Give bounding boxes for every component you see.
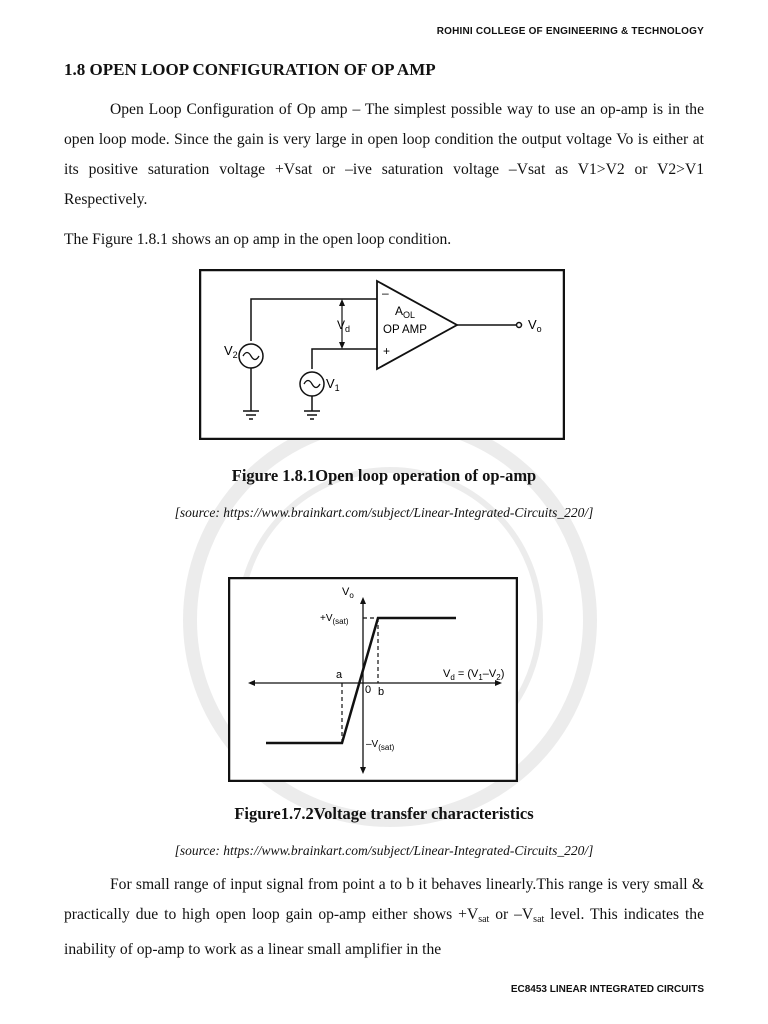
figure-reference-paragraph: The Figure 1.8.1 shows an op amp in the open loop condition. — [64, 231, 452, 248]
linear-range-paragraph: For small range of input signal from point a to b it behaves linearly.This range is very small & practically due to high open loop gain op-amp either shows $+V_{sat}$ or $-V_{sat}$ level. This indicates the inability of op-amp to work as a linear small amplifier in the — [64, 876, 704, 958]
page-header: ROHINI COLLEGE OF ENGINEERING & TECHNOLOGY — [436, 26, 704, 37]
page-footer: EC8453 LINEAR INTEGRATED CIRCUITS — [510, 984, 704, 995]
aol-label: $A_{OL}$ — [395, 304, 416, 320]
figure1-caption: Figure 1.8.1Open loop operation of op-amp — [231, 466, 537, 485]
transfer-characteristic-diagram — [228, 577, 518, 782]
intro-paragraph-text: Open Loop Configuration of Op amp – The simplest possible way to use an op-amp is in the open loop mode. Since the gain is very large in open loop condition the output voltage Vo is either at its positive saturation voltage +Vsat or –ive saturation voltage –Vsat as V1>V2 or V2>V1 Respectively. — [64, 101, 704, 208]
section-title: 1.8 OPEN LOOP CONFIGURATION OF OP AMP — [64, 60, 436, 79]
vd-label: $V_d$ — [337, 318, 351, 334]
opamp-label: OP AMP — [383, 324, 427, 336]
v1-label: $V_1$ — [326, 376, 340, 393]
figure2-source: [source: https://www.brainkart.com/subject/Linear-Integrated-Circuits_220/] — [174, 843, 594, 858]
noninverting-input-label: + — [383, 344, 391, 358]
vo-axis-label: $V_o$ — [342, 586, 354, 600]
origin-label: 0 — [365, 684, 372, 696]
figure1-source: [source: https://www.brainkart.com/subject/Linear-Integrated-Circuits_220/] — [174, 505, 594, 520]
open-loop-circuit-diagram — [199, 269, 565, 440]
vd-axis-label: $V_d = (V_1-V_2)$ — [443, 668, 505, 682]
point-b-label: b — [378, 686, 385, 698]
figure2-caption: Figure1.7.2Voltage transfer characteristics — [234, 804, 534, 823]
positive-saturation-label: $+V_{(sat)}$ — [320, 613, 349, 626]
intro-paragraph — [64, 95, 704, 215]
inverting-input-label: – — [382, 286, 389, 300]
vo-label: $V_o$ — [528, 317, 542, 334]
negative-saturation-label: $-V_{(sat)}$ — [366, 739, 395, 752]
v2-label: $V_2$ — [224, 343, 238, 360]
point-a-label: a — [336, 669, 343, 681]
